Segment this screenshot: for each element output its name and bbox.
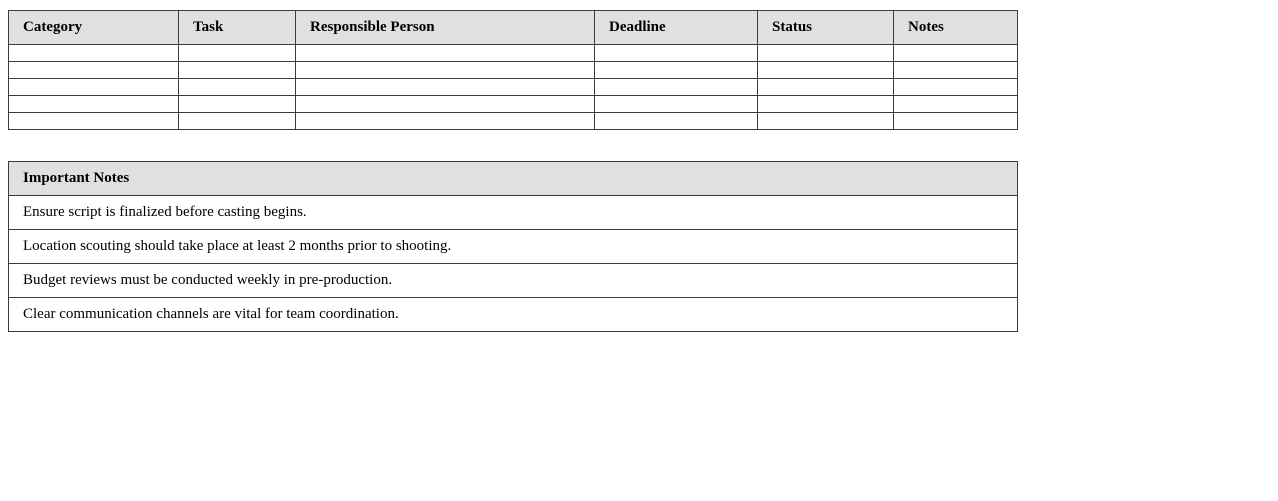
task-table-empty-row [9,79,1018,96]
empty-cell [9,96,179,113]
note-row [9,264,1018,298]
note-text: Ensure script is finalized before casting begins. [9,196,1018,230]
empty-cell [894,79,1018,96]
empty-cell [595,45,758,62]
task-table [8,10,1018,130]
empty-cell [595,96,758,113]
empty-cell [595,79,758,96]
empty-cell [894,113,1018,130]
empty-cell [9,45,179,62]
notes-table-title: Important Notes [9,162,1018,196]
notes-table-header-row [9,162,1018,196]
column-header-deadline: Deadline [595,11,758,45]
empty-cell [179,96,296,113]
empty-cell [179,62,296,79]
empty-cell [595,62,758,79]
empty-cell [179,79,296,96]
note-text: Clear communication channels are vital for team coordination. [9,298,1018,332]
note-row [9,196,1018,230]
empty-cell [296,62,595,79]
empty-cell [296,79,595,96]
note-row [9,298,1018,332]
note-row [9,230,1018,264]
task-table-empty-row [9,62,1018,79]
task-table-empty-row [9,113,1018,130]
note-text: Budget reviews must be conducted weekly in pre-production. [9,264,1018,298]
empty-cell [296,96,595,113]
column-header-responsible-person: Responsible Person [296,11,595,45]
column-header-task: Task [179,11,296,45]
note-text: Location scouting should take place at least 2 months prior to shooting. [9,230,1018,264]
task-table-empty-row [9,96,1018,113]
empty-cell [296,113,595,130]
task-table-header-row [9,11,1018,45]
column-header-notes: Notes [894,11,1018,45]
column-header-status: Status [758,11,894,45]
empty-cell [9,79,179,96]
empty-cell [758,79,894,96]
empty-cell [595,113,758,130]
empty-cell [758,45,894,62]
empty-cell [179,113,296,130]
empty-cell [894,62,1018,79]
empty-cell [894,96,1018,113]
column-header-category: Category [9,11,179,45]
empty-cell [296,45,595,62]
document-page [8,10,1018,332]
empty-cell [894,45,1018,62]
empty-cell [9,62,179,79]
empty-cell [758,96,894,113]
task-table-empty-row [9,45,1018,62]
empty-cell [758,113,894,130]
empty-cell [9,113,179,130]
empty-cell [179,45,296,62]
important-notes-table [8,161,1018,332]
empty-cell [758,62,894,79]
